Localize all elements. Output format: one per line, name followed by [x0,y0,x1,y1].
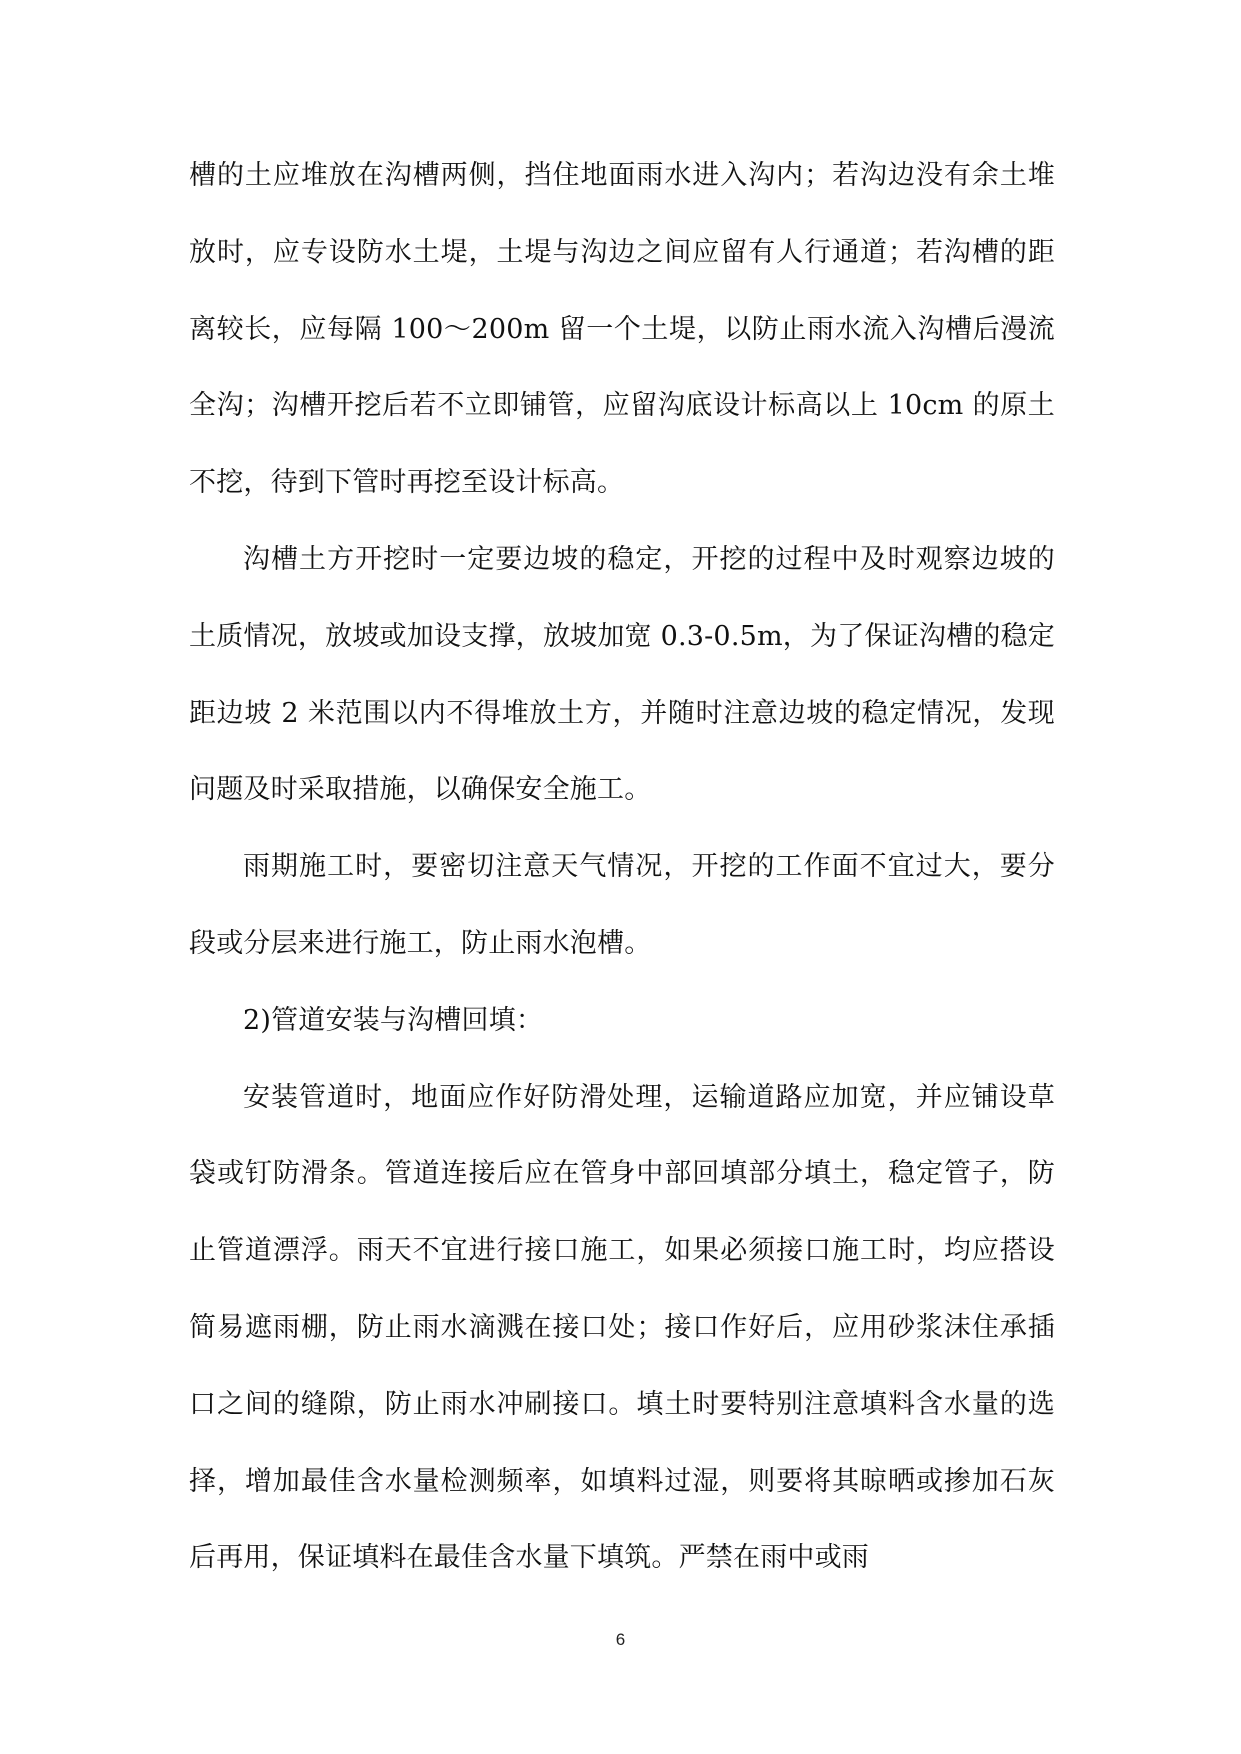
paragraph-pipe-installation: 安装管道时，地面应作好防滑处理，运输道路应加宽，并应铺设草袋或钉防滑条。管道连接后应在管身中部回填部分填土，稳定管子，防止管道漂浮。雨天不宜进行接口施工，如果必须接口施工时，均应搭设简易遮雨棚，防止雨水滴溅在接口处；接口作好后，应用砂浆沫住承插口之间的缝隙，防止雨水冲刷接口。填土时要特别注意填料含水量的选择，增加最佳含水量检测频率，如填料过湿，则要将其晾晒或掺加石灰后再用，保证填料在最佳含水量下填筑。严禁在雨中或雨 [189,1081,1055,1574]
page-number: 6 [615,1630,626,1649]
paragraph-slope-stability: 沟槽土方开挖时一定要边坡的稳定，开挖的过程中及时观察边坡的土质情况，放坡或加设支撑，放坡加宽 0.3-0.5m，为了保证沟槽的稳定距边坡 2 米范围以内不得堆放土方，并随时注意边坡的稳定情况，发现问题及时采取措施，以确保安全施工。 [189,543,1055,806]
paragraph-trench-soil: 槽的土应堆放在沟槽两侧，挡住地面雨水进入沟内；若沟边没有余土堆放时，应专设防水土堤，土堤与沟边之间应留有人行通道；若沟槽的距离较长，应每隔 100～200m 留一个土堤，以防止雨水流入沟槽后漫流全沟；沟槽开挖后若不立即铺管，应留沟底设计标高以上 10cm 的原土不挖，待到下管时再挖至设计标高。 [189,160,1055,499]
paragraph-rainy-season: 雨期施工时，要密切注意天气情况，开挖的工作面不宜过大，要分段或分层来进行施工，防止雨水泡槽。 [189,851,1055,959]
section-heading-pipe-installation: 2)管道安装与沟槽回填： [243,1004,544,1036]
body-text [189,138,1055,1597]
